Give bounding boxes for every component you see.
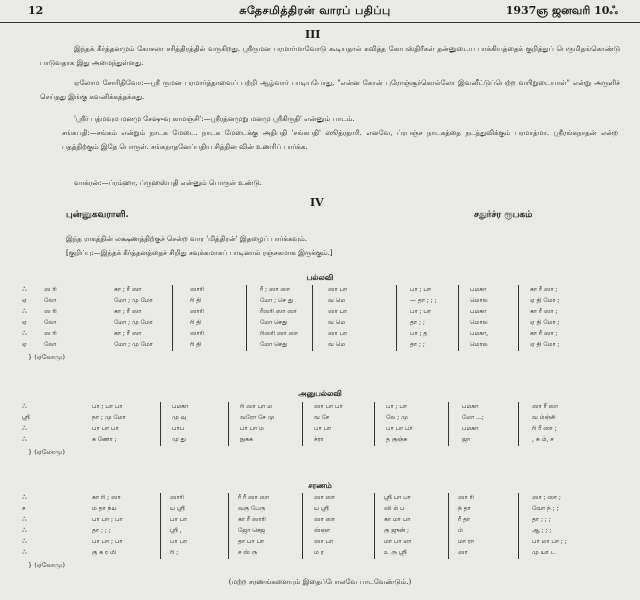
raga-name: புன்னுகவராளி. — [66, 210, 129, 220]
notation-cell: லோ — [44, 341, 57, 348]
notation-cell: பா ; பா — [410, 308, 432, 315]
notation-cell: நுகசு — [240, 436, 253, 443]
paragraph-intro: இந்தக் கீர்த்தனமும் கோசலா சரித்திரத்தில் வருகிறது. ஸ்ரீருமன பரமார்மாவோடு கூடியதால் கவித்த கோபஸ்திரீகள் தன்னுடைய பாக்கியத்தைக் குறித்துப் பெருமிதங்கொண்டு பாடுவதாக இது அமைந்துள்ளது. — [40, 45, 620, 67]
notation-cell: ஸ்ரீ , — [170, 527, 182, 534]
raga-reference: இந்த ராகத்தின் லக்ஷணத்திற்குச் சென்ற வார 'மித்திரன்' இதழைப் பார்க்கவும். — [66, 235, 307, 243]
notation-cell: ஜா — [462, 436, 471, 443]
notation-cell: மொல — [470, 297, 488, 304]
notation-cell: பா பா ம — [240, 425, 264, 432]
notation-cell: மு யா ட — [532, 549, 556, 556]
notation-cell: கா ; ரீ ஸா — [114, 286, 142, 293]
notation-cell: ஸ ரி — [44, 286, 57, 293]
bar-line — [374, 493, 375, 559]
notation-cell: வரோ சே மு — [240, 414, 275, 421]
bar-line — [228, 402, 229, 446]
notation-cell: பமகா — [470, 286, 487, 293]
charanam-title: சரணம் — [308, 481, 332, 490]
notation-cell: ஸாரி — [170, 494, 184, 501]
notation-cell: பா பா — [170, 516, 188, 523]
notation-cell: மொல — [470, 319, 488, 326]
notation-cell: ரி தி — [190, 341, 202, 348]
charanam-notation — [22, 493, 622, 577]
notation-cell: ஸா பா பா — [314, 403, 343, 410]
notation-cell: ஏ தி மோ ; — [530, 319, 560, 326]
notation-cell: தா ; ; ; — [92, 527, 111, 534]
notation-cell: பமகா, — [470, 330, 489, 337]
notation-cell: லோ — [44, 297, 57, 304]
bar-line — [448, 402, 449, 446]
notation-cell: பமகா — [470, 308, 487, 315]
notation-cell: ஸ ரி — [44, 330, 57, 337]
anupallavi-notation — [22, 402, 622, 464]
row-marker: ஃ — [22, 527, 27, 534]
bar-line — [518, 285, 519, 351]
notation-cell: ஸி ம் ப — [384, 505, 405, 512]
notation-cell: த குஞ்சு — [386, 436, 408, 443]
notation-cell: தா பா பா — [238, 538, 265, 545]
notation-cell: ஸா ரீ ஸா — [532, 403, 559, 410]
row-marker: ச — [22, 505, 26, 512]
notation-cell: ஸா ரி — [458, 494, 474, 501]
notation-cell: மா ரா — [458, 538, 475, 545]
notation-cell: மோ ; மு மோ — [114, 297, 153, 304]
row-marker: ஃ — [22, 286, 27, 293]
notation-cell: ச ஸ் ரு — [238, 549, 258, 556]
notation-cell: பா பா ; பா — [92, 538, 123, 545]
paragraph-sangapathi: சங்கபதி:—சங்கம் என்றும் நாடக மேடை. நாடக மேடைக்கு அதிபதி 'சங்கபதி' ஸூத்ரதாரி. எனவே, ப்ரபஞ்ச நாடகத்தை நடத்துவிக்கும் பரமாத்மா. ஸ்ரீரங்கநாதன் என்ற பதத்திற்கும் இதே பொருள். சங்கநாதனேப்பதிய சித்தின வின் உணரிப் பார்க்க. — [62, 129, 618, 151]
notation-cell: மா பா மா — [384, 538, 412, 545]
notation-cell: — தா ; ; ; — [410, 297, 437, 304]
bar-line — [302, 493, 303, 559]
issue-date: 1937ஞ ஜனவரி 10ஃ — [505, 4, 618, 17]
bar-line — [228, 493, 229, 559]
notation-cell: ரீ ; ஸா ஸா — [260, 286, 291, 293]
notation-cell: ரி தி — [190, 297, 202, 304]
refrain-marker: } (ஏலோமு) — [28, 448, 65, 456]
notation-cell: நா ; மு மோ — [92, 414, 126, 421]
notation-cell: மு து — [172, 436, 186, 443]
row-marker: ஃ — [22, 330, 27, 337]
refrain-marker: } (ஏலோமு) — [28, 353, 65, 361]
notation-cell: ஸ ரி — [44, 308, 57, 315]
notation-cell: ஸாரி — [190, 308, 204, 315]
bar-line — [246, 285, 247, 351]
notation-cell: ரி ரீ ஸா ; — [532, 425, 557, 432]
bar-line — [312, 285, 313, 351]
page-header — [0, 0, 640, 23]
pallavi-notation — [22, 285, 622, 373]
notation-cell: ரீ ரீ ஸா ஸா — [238, 494, 270, 501]
notation-cell: கா மா பா — [384, 516, 411, 523]
notation-cell: மோ செது — [260, 319, 288, 326]
section-numeral-3: III — [305, 28, 321, 41]
notation-cell: ரிஸரி ஸா ஸா — [260, 330, 299, 337]
row-marker: ஃ — [22, 549, 27, 556]
anupallavi-title: அனுபல்லவி — [298, 389, 342, 398]
notation-cell: வ மெ — [328, 319, 346, 326]
notation-cell: வ மெ — [328, 297, 346, 304]
notation-cell: மோ ...; — [462, 414, 484, 421]
bar-line — [518, 402, 519, 446]
section-numeral-4: IV — [310, 196, 324, 209]
notation-cell: ஸா ; ஸா ; — [532, 494, 561, 501]
notation-cell: வ ம்ஞ்சி — [532, 414, 556, 421]
notation-cell: ம் — [458, 527, 463, 534]
notation-cell: ஸா பா — [328, 330, 348, 337]
notation-cell: ஸா ஸா — [314, 516, 336, 523]
notation-cell: பாப — [172, 425, 185, 432]
notation-cell: , சு ம், ச — [532, 436, 554, 443]
row-marker: ஏ — [22, 319, 27, 326]
row-marker: ஏ — [22, 341, 27, 348]
notation-cell: ய ஸ்ரீ — [170, 505, 185, 512]
notation-cell: பா ; பா பா — [92, 403, 123, 410]
refrain-marker: } (ஏலோமு) — [28, 561, 65, 569]
notation-cell: ச்ரா — [314, 436, 324, 443]
notation-cell: ஏ தி மோ ; — [530, 341, 560, 348]
notation-cell: ஜோ செஜ — [238, 527, 266, 534]
notation-cell: லோ — [44, 319, 57, 326]
row-marker: ஃ — [22, 516, 27, 523]
notation-cell: பா பா — [314, 425, 332, 432]
notation-cell: தா ; ; — [410, 341, 425, 348]
notation-cell: மோ ; மு மோ — [114, 341, 153, 348]
bar-line — [448, 493, 449, 559]
notation-cell: மு வு — [172, 414, 187, 421]
row-marker: ஃ — [22, 494, 27, 501]
notation-cell: உ ரு ஸ்ரீ — [384, 549, 407, 556]
notation-cell: பமகா — [462, 403, 479, 410]
notation-cell: வ மெ — [328, 341, 346, 348]
notation-cell: பா பா — [170, 538, 188, 545]
row-marker: ஃ — [22, 436, 27, 443]
notation-cell: ந் தா — [458, 505, 471, 512]
notation-cell: கா ரீ ஸாரி — [238, 516, 266, 523]
row-marker: ஃ — [22, 538, 27, 545]
paragraph-vakran: வாக்ரன்:—ப்ரம்ஹா, ப்ருஹஸ்பதி என்னும் பொருள் உண்டு. — [74, 179, 263, 187]
notation-cell: பா பா ; பா — [92, 516, 123, 523]
notation-cell: மோ ; செ து — [260, 297, 294, 304]
notation-cell: ய ஸ்ரீ — [314, 505, 329, 512]
notation-cell: ரி தி — [190, 319, 202, 326]
notation-cell: பா ; பா — [410, 286, 432, 293]
notation-cell: ரி ஸா பா ம — [240, 403, 273, 410]
notation-cell: வகு பேரு — [238, 505, 266, 512]
notation-cell: மோ ; மு மோ — [114, 319, 153, 326]
pallavi-title: பல்லவி — [306, 273, 334, 282]
notation-cell: கு க ர மி — [92, 549, 116, 556]
notation-cell: ஏ தி மோ ; — [530, 297, 560, 304]
row-marker: ஃ — [22, 403, 27, 410]
notation-cell: ஸா பா — [328, 308, 348, 315]
notation-cell: ம தா ந்ய — [92, 505, 117, 512]
tala-name: சதுர்ச்ர ரூபகம் — [474, 210, 533, 220]
notation-cell: கா ; ரீ ஸா — [114, 330, 142, 337]
bar-line — [518, 493, 519, 559]
notation-cell: மொல — [470, 341, 488, 348]
singing-note: [குறிப்பு:—இந்தக் கீர்த்தனத்தைச் சிறிது சவுக்கமாகப் பாடினால் ரஞ்சகமாக இருக்கும்.] — [66, 249, 333, 257]
notation-cell: ரி ; — [170, 549, 179, 556]
notation-cell: ஸா பா — [328, 286, 348, 293]
notation-cell: பா பா பா — [386, 425, 413, 432]
notation-cell: பமகா — [172, 403, 189, 410]
notation-cell: பமகா — [462, 425, 479, 432]
publication-title: சுதேசமித்திரன் வாரப் பதிப்பு — [239, 4, 391, 17]
bar-line — [172, 285, 173, 351]
notation-cell: ஸாரி — [190, 286, 204, 293]
notation-cell: ம ர — [314, 549, 324, 556]
notation-cell: மோ செது — [260, 341, 288, 348]
notation-cell: பா மா பா ; ; — [532, 538, 567, 545]
notation-cell: கு ஜுன் ; — [384, 527, 410, 534]
notation-cell: தா ; ; ; — [532, 516, 551, 523]
notation-cell: கா ரீ ஸா ; — [530, 286, 558, 293]
notation-cell: பா பா பா — [92, 425, 119, 432]
notation-cell: கா ரீ ஸா ; — [530, 330, 558, 337]
notation-cell: கா ; ரீ ஸா — [114, 308, 142, 315]
notation-cell: ஸ்ரீ பா பா — [384, 494, 411, 501]
row-marker: ஏ — [22, 297, 27, 304]
page-number: 12 — [28, 4, 44, 17]
notation-cell: தா ; ; — [410, 319, 425, 326]
bar-line — [396, 285, 397, 351]
notation-cell: ஸா ஸா — [314, 494, 336, 501]
notation-cell: பா ; பா — [386, 403, 408, 410]
row-marker: ஃ — [22, 425, 27, 432]
footer-note: (மற்ற சரணங்களையும் இதைப்போலவே பாடவேண்டும்.) — [228, 578, 412, 586]
bar-line — [302, 402, 303, 446]
row-marker: ஃ — [22, 308, 27, 315]
notation-cell: கா ரீ ஸா ; — [530, 308, 558, 315]
bar-line — [160, 493, 161, 559]
notation-cell: ரீ தா — [458, 516, 471, 523]
notation-cell: ஸா — [458, 549, 468, 556]
paragraph-sri-padma: 'ஸ்ரீர் பத்மவும மனமு சேஷுவு காமஞ்சி':—ஸ்ரீரத்னமுறு மனமு ஸ்ரீகிருதி' என்னும் பாடம். — [74, 115, 355, 123]
notation-cell: வ சே — [314, 414, 330, 421]
bar-line — [374, 402, 375, 446]
notation-cell: ஸ்ஞா — [314, 527, 331, 534]
bar-line — [458, 285, 459, 351]
paragraph-elomu: ஏலோம சோரிதிவோ:—ஸ்ரீ ருமன பரமார்த்தாவைப் பற்றி ஆழ்வார் பாடியபோது, "என்ன கோன் புரோஞ்சூர்கொல்லோ இவனீட்டுப்பெற்ற வயிறுடையாள்" என்று அருளிச் செய்தது இங்கு கவனிக்கத்தக்கது. — [40, 79, 620, 101]
notation-cell: ஸா பா — [314, 538, 334, 545]
notation-cell: ரீஸரி ஸா ஸா — [260, 308, 297, 315]
notation-cell: ஸாரி — [190, 330, 204, 337]
notation-cell: ஆ ; ; ; — [532, 527, 552, 534]
notation-cell: லே ; மு — [386, 414, 408, 421]
notation-cell: பா ; த — [410, 330, 428, 337]
notation-cell: கா ரி ; ஸா — [92, 494, 121, 501]
notation-cell: க ணோ ; — [92, 436, 117, 443]
notation-cell: வோ ந் ; ; — [532, 505, 559, 512]
row-marker: ஸ்ரீ — [22, 414, 30, 421]
bar-line — [160, 402, 161, 446]
